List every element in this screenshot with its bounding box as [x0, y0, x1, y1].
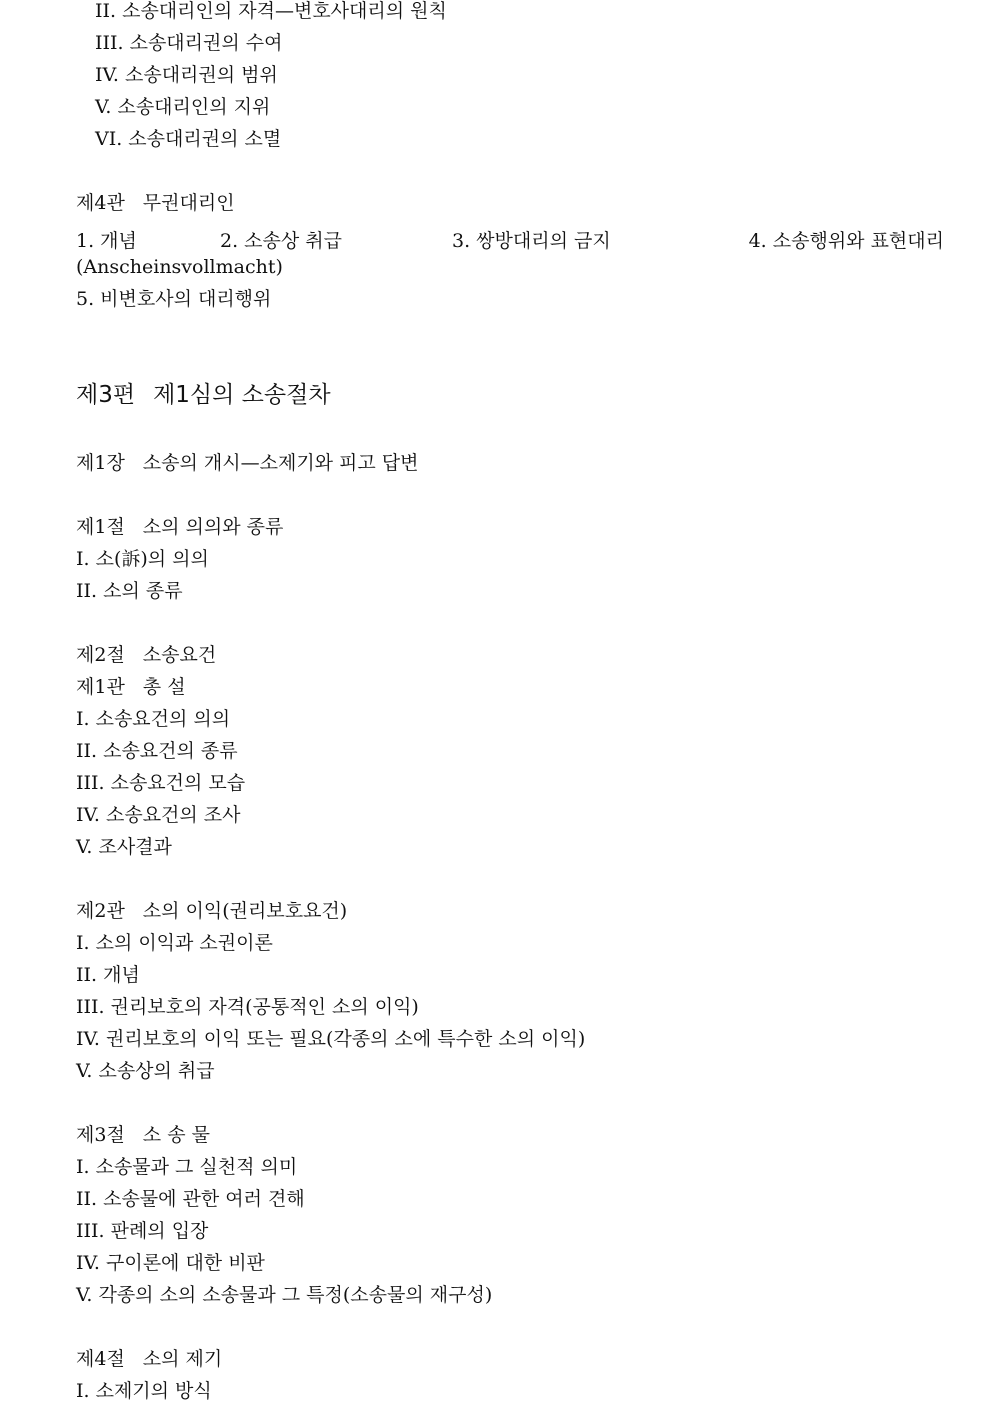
part-heading [76, 384, 331, 407]
toc-item: IV. 소송대리권의 범위 [95, 64, 278, 86]
toc-item: I. 소송요건의 의의 [76, 708, 231, 730]
section-title: 무권대리인 [142, 192, 235, 214]
toc-item: I. 소제기의 방식 [76, 1380, 212, 1402]
toc-item: III. 판례의 입장 [76, 1220, 209, 1242]
toc-item: I. 소(訴)의 의의 [76, 548, 209, 570]
toc-item: II. 소송요건의 종류 [76, 740, 238, 762]
chapter-heading [76, 454, 419, 473]
toc-item: V. 각종의 소의 소송물과 그 특정(소송물의 재구성) [76, 1284, 493, 1306]
chapter-number: 제1장 [76, 452, 125, 474]
section-title: 소의 의의와 종류 [142, 516, 284, 538]
toc-item: III. 소송대리권의 수여 [95, 32, 283, 54]
toc-item-continuation: (Anscheinsvollmacht) [76, 256, 283, 278]
section-heading [76, 194, 235, 213]
toc-item: IV. 소송요건의 조사 [76, 804, 241, 826]
section-title: 소송요건 [142, 644, 217, 666]
toc-item: 3. 쌍방대리의 금지 [452, 230, 611, 252]
chapter-title: 소송의 개시—소제기와 피고 답변 [142, 452, 419, 474]
toc-item: 2. 소송상 취급 [220, 230, 342, 252]
subsection-heading [76, 678, 186, 697]
toc-item: IV. 권리보호의 이익 또는 필요(각종의 소에 특수한 소의 이익) [76, 1028, 586, 1050]
subsection-heading [76, 902, 347, 921]
part-title: 제1심의 소송절차 [153, 382, 331, 408]
subsection-title: 총 설 [142, 676, 186, 698]
toc-item: II. 소송대리인의 자격—변호사대리의 원칙 [95, 0, 447, 22]
section-heading [76, 1350, 222, 1369]
toc-item: III. 권리보호의 자격(공통적인 소의 이익) [76, 996, 419, 1018]
toc-item: VI. 소송대리권의 소멸 [95, 128, 282, 150]
toc-item: IV. 구이론에 대한 비판 [76, 1252, 265, 1274]
toc-justified-row [76, 226, 944, 252]
toc-item: 5. 비변호사의 대리행위 [76, 288, 272, 310]
part-number: 제3편 [76, 382, 136, 408]
section-title: 소의 제기 [142, 1348, 223, 1370]
section-heading [76, 518, 283, 537]
section-number: 제2절 [76, 644, 125, 666]
toc-item: 1. 개념 [76, 230, 137, 252]
section-number: 제4절 [76, 1348, 125, 1370]
toc-item: I. 소송물과 그 실천적 의미 [76, 1156, 298, 1178]
section-heading [76, 646, 216, 665]
section-number: 제4관 [76, 192, 125, 214]
toc-item: V. 소송상의 취급 [76, 1060, 215, 1082]
section-number: 제3절 [76, 1124, 125, 1146]
toc-item: II. 소의 종류 [76, 580, 183, 602]
section-title: 소 송 물 [142, 1124, 210, 1146]
toc-item: II. 소송물에 관한 여러 견해 [76, 1188, 305, 1210]
toc-item: I. 소의 이익과 소권이론 [76, 932, 273, 954]
subsection-title: 소의 이익(권리보호요건) [142, 900, 348, 922]
subsection-number: 제2관 [76, 900, 125, 922]
section-number: 제1절 [76, 516, 125, 538]
toc-item: III. 소송요건의 모습 [76, 772, 246, 794]
toc-item: 4. 소송행위와 표현대리 [748, 230, 944, 252]
section-heading [76, 1126, 210, 1145]
toc-item: II. 개념 [76, 964, 140, 986]
toc-item: V. 소송대리인의 지위 [95, 96, 271, 118]
subsection-number: 제1관 [76, 676, 125, 698]
toc-item: V. 조사결과 [76, 836, 172, 858]
